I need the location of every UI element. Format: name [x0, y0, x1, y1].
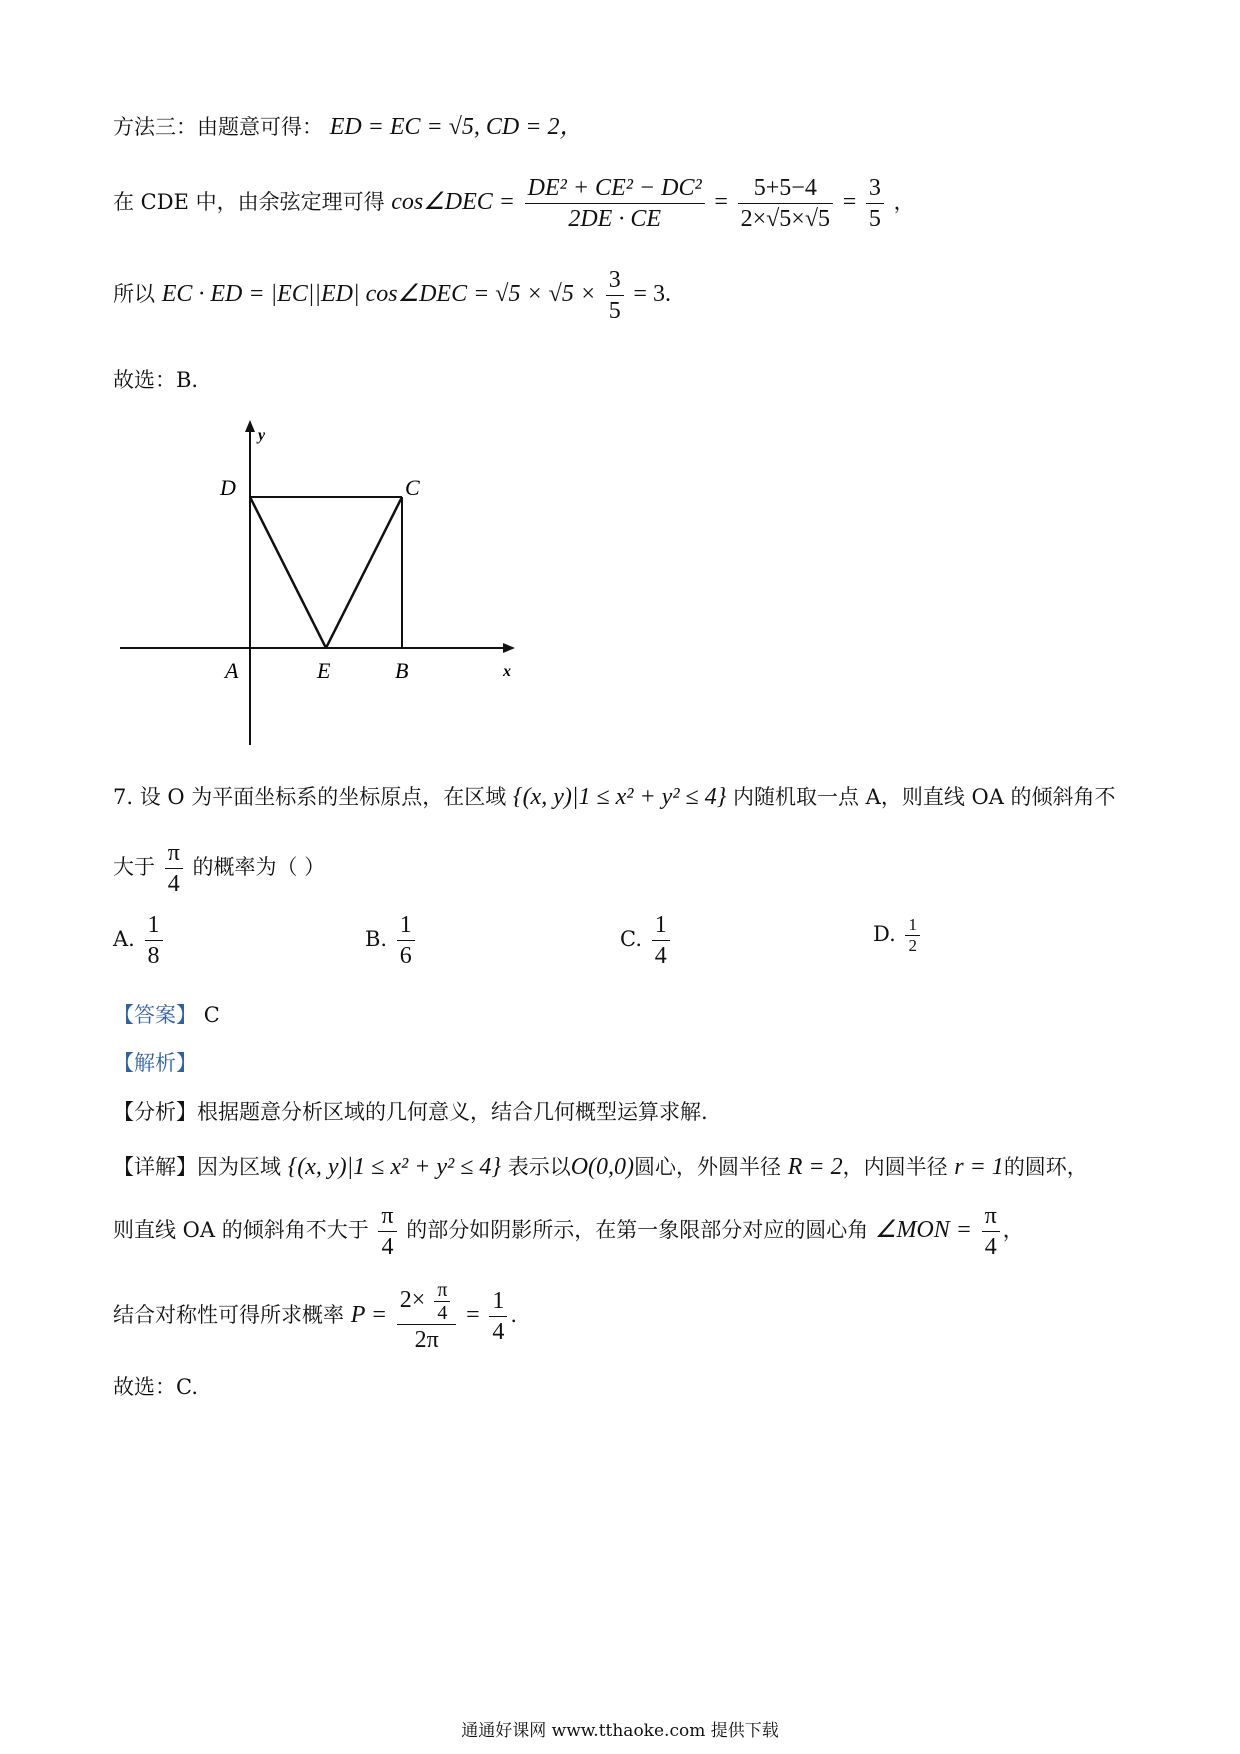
option-C-fraction	[652, 910, 670, 971]
label-C: C	[405, 475, 420, 500]
detail-angle-value	[982, 1201, 1000, 1262]
cos-prefix: 在 CDE 中，由余弦定理可得	[113, 190, 385, 214]
option-D-label: D.	[873, 922, 896, 946]
answer-tag: 【答案】	[113, 1003, 197, 1027]
option-D-fraction	[905, 915, 920, 956]
label-y: y	[258, 427, 266, 444]
q7-text-4: 的概率为（ ）	[192, 855, 326, 879]
label-A: A	[225, 658, 239, 683]
detail-1i: 的圆环，	[1003, 1155, 1088, 1179]
cos-result-num: 3	[866, 173, 884, 204]
cos-numerator: DE² + CE² − DC²	[525, 173, 705, 204]
method3-given-line	[113, 112, 583, 142]
option-A-num: 1	[145, 910, 163, 941]
dot-expression: EC · ED = |EC||ED| cos∠DEC = √5 × √5 ×	[161, 281, 597, 307]
cos-result	[866, 173, 884, 234]
detail-angle-four: 4	[984, 1234, 997, 1260]
option-C-den: 4	[654, 943, 667, 969]
option-A[interactable]	[113, 910, 166, 971]
option-A-fraction	[145, 910, 163, 971]
probability-numerator	[397, 1279, 457, 1325]
fenxi-line	[113, 1097, 708, 1127]
cos-fraction-2	[738, 173, 833, 234]
cos-fraction-1	[525, 173, 705, 234]
cos-numerator-2: 5+5−4	[738, 173, 833, 204]
detail-region: {(x, y)|1 ≤ x² + y² ≤ 4}	[287, 1154, 502, 1180]
detail-angle-pi: π	[982, 1201, 1000, 1232]
analysis-line	[113, 1048, 197, 1078]
option-A-label: A.	[113, 927, 135, 951]
detail-1e: 圆心，外圆半径	[634, 1155, 782, 1179]
prob-res-num: 1	[489, 1286, 507, 1317]
detail-2a: 则直线 OA 的倾斜角不大于	[113, 1218, 369, 1242]
q7-text-2: 内随机取一点 A，则直线 OA 的倾斜角不	[732, 785, 1116, 809]
method3-intro: 方法三：由题意可得：	[113, 115, 323, 139]
analysis-tag: 【解析】	[113, 1051, 197, 1075]
label-B: B	[395, 658, 409, 683]
detail-2b: 的部分如阴影所示，在第一象限部分对应的圆心角	[406, 1218, 869, 1242]
label-D: D	[220, 475, 236, 500]
detail-line2: 则直线 OA 的倾斜角不大于 $\frac{\pi}{4}$ 的部分如阴影所示，在第一象限部分对应的圆心角 ∠MON = $\frac{\pi}{4}$ ，	[113, 1203, 1024, 1260]
dot-fraction	[606, 265, 624, 326]
method3-cosine-line: 在 CDE 中，由余弦定理可得 cos∠DEC = $\frac{\text{DE² + CE² − DC²}}{2DE \cdot CE}$ = $\frac{5+5-4}{2\times√5\times√5}$ = $\frac{3}{5}$ ，	[113, 175, 915, 232]
detail-tag: 【详解】	[113, 1155, 197, 1179]
detail-P: P =	[350, 1302, 388, 1328]
option-B-num: 1	[397, 910, 415, 941]
option-D-num: 1	[905, 915, 920, 936]
dot-frac-den: 5	[608, 298, 621, 324]
detail-pi: π	[378, 1201, 396, 1232]
detail-angle: ∠MON =	[874, 1217, 972, 1243]
x-axis-arrow	[503, 643, 515, 653]
fenxi-text: 根据题意分析区域的几何意义，结合几何概型运算求解.	[197, 1100, 708, 1124]
prob-res-den: 4	[492, 1319, 505, 1345]
q7-four: 4	[167, 871, 180, 897]
prob-num-text: 2×	[399, 1286, 426, 1313]
final-answer: 故选：C.	[113, 1375, 198, 1399]
detail-origin: O(0,0)	[570, 1154, 635, 1180]
option-B-fraction	[397, 910, 415, 971]
q7-text-3: 大于	[113, 855, 155, 879]
prob-inner-four: 4	[437, 1301, 448, 1324]
q7-text-1: 7. 设 O 为平面坐标系的坐标原点，在区域	[113, 785, 507, 809]
option-C-label: C.	[620, 927, 642, 951]
geometry-diagram	[100, 420, 540, 745]
segment-DE	[250, 497, 326, 648]
prob-inner-frac	[434, 1279, 450, 1324]
detail-1c: 表示以	[507, 1155, 571, 1179]
method3-given: ED = EC = √5, CD = 2，	[329, 114, 584, 140]
footer-credit: 通通好课网 www.tthaoke.com 提供下载	[461, 1721, 779, 1741]
option-D[interactable]	[873, 915, 923, 956]
detail-3a: 结合对称性可得所求概率	[113, 1303, 344, 1327]
detail-r: r = 1	[954, 1154, 1004, 1180]
cos-lhs: cos∠DEC =	[391, 189, 515, 215]
detail-pi-over-4	[378, 1201, 396, 1262]
detail-R: R = 2	[787, 1154, 843, 1180]
probability-denominator: 2π	[414, 1326, 439, 1353]
question7-line1	[113, 782, 1116, 812]
answer-value: C	[203, 1003, 220, 1027]
label-x: x	[503, 663, 511, 680]
detail-1a: 因为区域	[197, 1155, 281, 1179]
option-D-den: 2	[908, 936, 917, 955]
dot-prefix: 所以	[113, 282, 155, 306]
q7-pi-over-4	[165, 838, 183, 899]
option-C[interactable]	[620, 910, 673, 971]
option-B[interactable]	[365, 910, 418, 971]
option-B-label: B.	[365, 927, 388, 951]
cos-denominator: 2DE · CE	[568, 206, 661, 232]
option-B-den: 6	[399, 943, 412, 969]
detail-four: 4	[381, 1234, 394, 1260]
segment-EC	[326, 497, 402, 648]
detail-1g: ，内圆半径	[842, 1155, 948, 1179]
q7-region: {(x, y)|1 ≤ x² + y² ≤ 4}	[512, 784, 727, 810]
probability-result	[489, 1286, 507, 1347]
label-E: E	[317, 658, 331, 683]
method3-dot-line	[113, 262, 671, 332]
q7-pi: π	[165, 838, 183, 869]
detail-line1	[113, 1152, 1088, 1182]
answer-line	[113, 1000, 220, 1030]
option-A-den: 8	[147, 943, 160, 969]
question7-line2	[113, 835, 325, 905]
fenxi-tag: 【分析】	[113, 1100, 197, 1124]
cos-result-den: 5	[868, 206, 881, 232]
prob-inner-pi: π	[434, 1279, 450, 1302]
detail-line3: 结合对称性可得所求概率 P = 2× $\frac{\pi}{4}$ 2π = $\frac{1}{4}$ .	[113, 1278, 518, 1353]
option-C-num: 1	[652, 910, 670, 941]
method3-answer: 故选：B.	[113, 368, 199, 392]
dot-frac-num: 3	[606, 265, 624, 296]
probability-fraction	[397, 1279, 457, 1355]
cos-denominator-2: 2×√5×√5	[740, 206, 830, 232]
dot-result: = 3.	[633, 281, 671, 307]
y-axis-arrow	[245, 420, 255, 432]
